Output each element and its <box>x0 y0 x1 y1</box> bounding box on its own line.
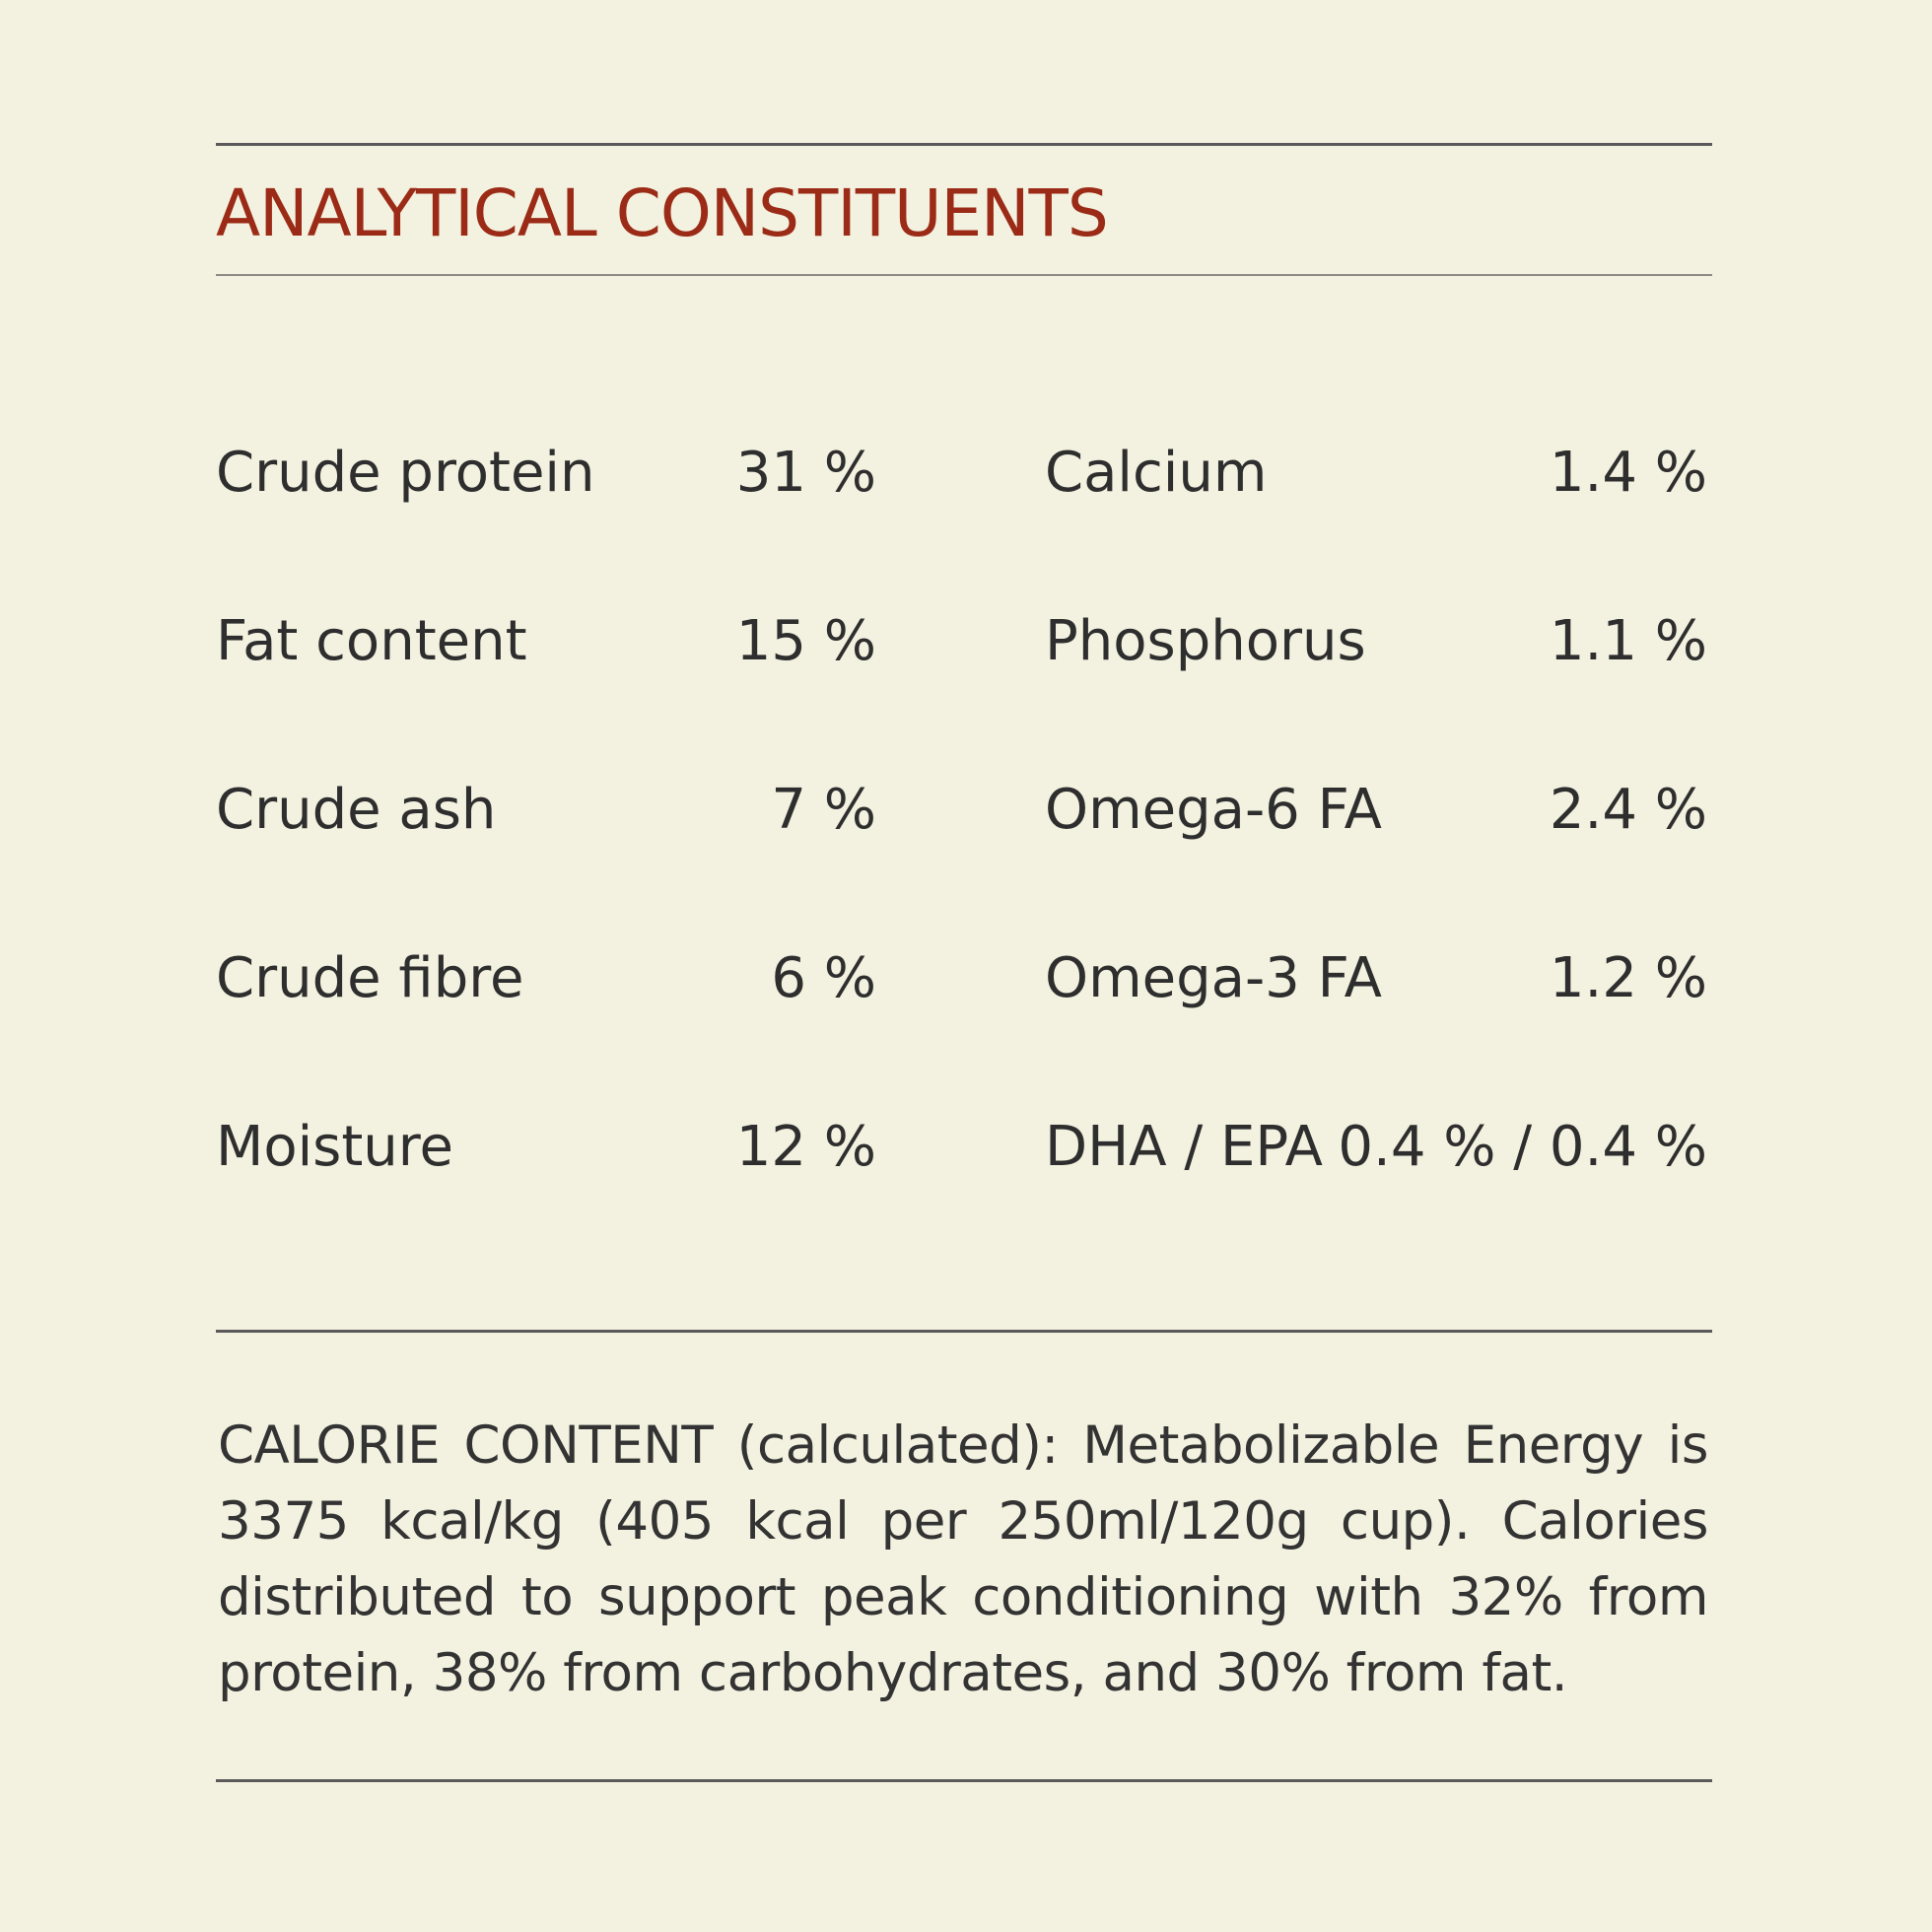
constituent-name: Omega-6 FA <box>1045 778 1382 842</box>
constituent-row-calcium <box>1045 434 1707 513</box>
calorie-content-paragraph: CALORIE CONTENT (calculated): Metabolizable Energy is 3375 kcal/kg (405 kcal per 250ml/120g cup). Calories distributed to support peak conditioning with 32% from protein, 38% from carbohydrates, and 30% from fat. <box>218 1415 1708 1703</box>
constituent-name: Omega-3 FA <box>1045 946 1382 1010</box>
constituent-row-omega-3 <box>1045 939 1707 1018</box>
section-title: ANALYTICAL CONSTITUENTS <box>216 175 1108 251</box>
top-rule <box>216 143 1712 146</box>
constituent-name: Crude protein <box>216 441 595 505</box>
constituent-row-crude-ash <box>216 771 876 850</box>
constituent-value: 1.1 % <box>1549 609 1707 673</box>
constituent-value: 0.4 % / 0.4 % <box>1338 1115 1707 1179</box>
constituent-value: 15 % <box>735 609 876 673</box>
middle-rule <box>216 1330 1712 1333</box>
constituent-name: Phosphorus <box>1045 609 1366 673</box>
bottom-rule <box>216 1779 1712 1782</box>
constituent-row-fat-content <box>216 602 876 681</box>
constituent-row-omega-6 <box>1045 771 1707 850</box>
constituent-value: 6 % <box>771 946 876 1010</box>
constituent-row-dha-epa <box>1045 1108 1707 1187</box>
constituent-name: Crude fibre <box>216 946 524 1010</box>
constituent-value: 1.2 % <box>1549 946 1707 1010</box>
constituent-value: 2.4 % <box>1549 778 1707 842</box>
constituent-row-crude-protein <box>216 434 876 513</box>
constituent-name: Calcium <box>1045 441 1268 505</box>
constituent-value: 31 % <box>735 441 876 505</box>
constituent-row-moisture <box>216 1108 876 1187</box>
title-underline-rule <box>216 274 1712 276</box>
constituent-name: DHA / EPA <box>1045 1115 1323 1179</box>
constituent-name: Fat content <box>216 609 527 673</box>
constituent-name: Crude ash <box>216 778 497 842</box>
constituent-value: 7 % <box>771 778 876 842</box>
constituent-row-crude-fibre <box>216 939 876 1018</box>
constituent-value: 12 % <box>735 1115 876 1179</box>
constituent-name: Moisture <box>216 1115 454 1179</box>
constituent-value: 1.4 % <box>1549 441 1707 505</box>
constituent-row-phosphorus <box>1045 602 1707 681</box>
